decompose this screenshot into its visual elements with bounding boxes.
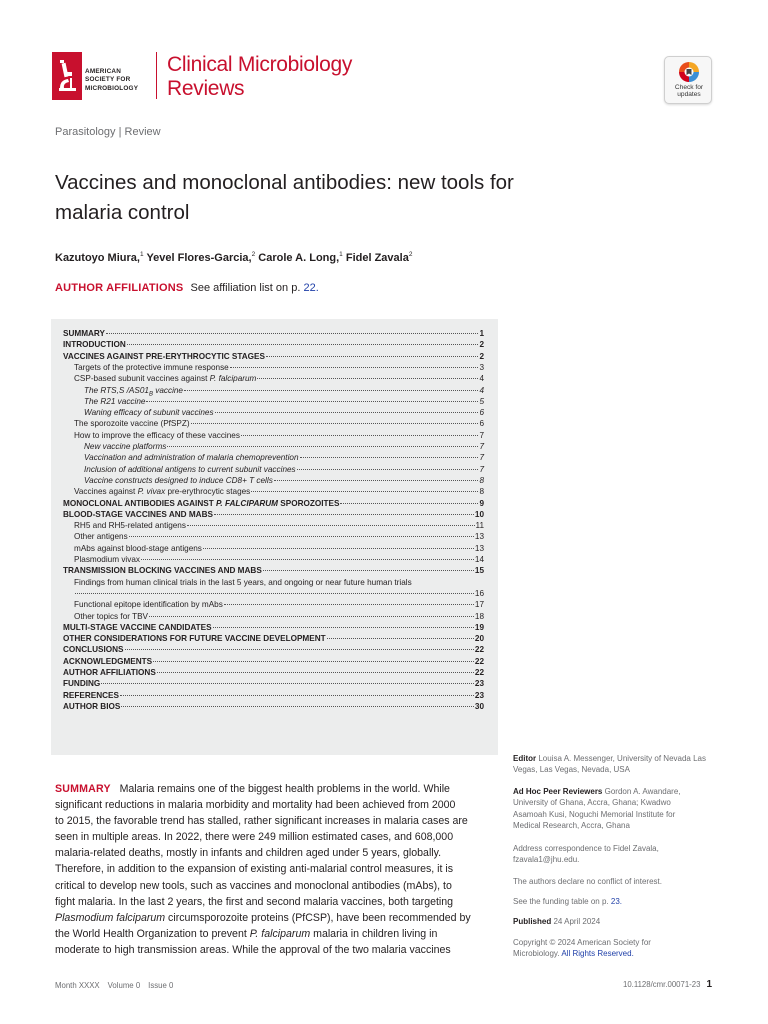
toc-page-number: 1: [479, 329, 484, 338]
author-name: Fidel Zavala: [345, 252, 409, 264]
toc-entry[interactable]: [63, 622, 484, 633]
toc-page-number: 6: [479, 408, 484, 418]
doi-and-page: [623, 979, 712, 990]
toc-leader-dots: [157, 672, 474, 673]
toc-leader-dots: [141, 559, 474, 560]
toc-entry[interactable]: [63, 633, 484, 644]
toc-leader-dots: [191, 423, 479, 424]
toc-entry[interactable]: [84, 396, 484, 407]
toc-page-number: 22: [474, 656, 484, 666]
toc-entry[interactable]: [63, 351, 484, 362]
toc-entry[interactable]: [74, 531, 484, 542]
toc-leader-dots: [251, 491, 478, 492]
toc-entry[interactable]: [74, 486, 484, 497]
toc-page-number: 2: [479, 351, 484, 361]
toc-entry-title: CONCLUSIONS: [63, 645, 124, 655]
toc-page-number: 8: [479, 475, 484, 485]
toc-entry-title: Inclusion of additional antigens to current subunit vaccines: [84, 464, 296, 474]
toc-page-number: 17: [474, 600, 484, 610]
crossmark-icon: [678, 61, 700, 83]
toc-entry[interactable]: [63, 701, 484, 712]
summary-label: SUMMARY: [55, 783, 111, 795]
article-title: Vaccines and monoclonal antibodies: new tools for malaria control: [55, 171, 514, 224]
header-divider: [156, 52, 157, 99]
toc-entry-title: The RTS,S $/AS01_B$ vaccine: [84, 385, 183, 398]
toc-page-number: 20: [474, 634, 484, 644]
toc-leader-dots: [125, 649, 474, 650]
toc-page-number: 22: [474, 645, 484, 655]
toc-page-number: 5: [479, 396, 484, 406]
toc-page-number: 15: [474, 566, 484, 576]
conflict-statement: The authors declare no conflict of interest.: [513, 877, 662, 886]
toc-entry[interactable]: [84, 441, 484, 452]
toc-entry[interactable]: [74, 543, 484, 554]
toc-leader-dots: [129, 536, 474, 537]
toc-entry[interactable]: [63, 328, 484, 339]
toc-entry-title: BLOOD-STAGE VACCINES AND MABS: [63, 509, 213, 519]
author-name: Yevel Flores-Garcia,: [146, 252, 252, 264]
toc-page-number: 11: [475, 521, 484, 531]
author-list: Kazutoyo Miura,$^1$ Yevel Flores-Garcia,$^2$ Carole A. Long,$^1$ Fidel Zavala$^2$: [55, 251, 413, 264]
toc-entry[interactable]: [63, 644, 484, 655]
microscope-logo-icon: [52, 52, 82, 100]
toc-entry[interactable]: [63, 565, 484, 576]
toc-entry-title: MONOCLONAL ANTIBODIES AGAINST P. FALCIPARUM SPOROZOITES: [63, 498, 340, 508]
toc-entry[interactable]: [74, 418, 484, 429]
author-name: Carole A. Long,: [258, 252, 340, 264]
society-name: AMERICAN SOCIETY FOR MICROBIOLOGY: [85, 68, 139, 92]
toc-leader-dots: [297, 469, 479, 470]
toc-entry[interactable]: [84, 475, 484, 486]
toc-leader-dots: [101, 683, 474, 684]
funding-note: See the funding table on p. 23.: [513, 897, 622, 906]
toc-leader-dots: [149, 616, 474, 617]
toc-entry[interactable]: [63, 339, 484, 350]
toc-entry-title: Functional epitope identification by mAbs: [74, 600, 223, 610]
toc-page-number: 7: [479, 453, 484, 463]
toc-page-number: 7: [479, 464, 484, 474]
page-number: 1: [706, 979, 712, 990]
article-category: Parasitology | Review: [55, 126, 161, 138]
toc-leader-dots: [213, 627, 474, 628]
author-affiliations: AUTHOR AFFILIATIONS See affiliation list on p. 22.: [55, 282, 319, 294]
toc-entry[interactable]: [74, 554, 484, 565]
toc-page-number: 14: [474, 555, 484, 564]
toc-page-number: 9: [479, 498, 484, 508]
toc-entry-title: Vaccination and administration of malaria chemoprevention: [84, 453, 299, 463]
summary-paragraph: SUMMARY Malaria remains one of the biggest health problems in the world. While significant reductions in malaria morbidity and mortality had been achieved from 2000 to 2015, the favorable trend has stalled, rather significant increases in malaria cases are seen in multiple areas. In 2022, there were 249 million estimated cases, and 608,000 malaria-related deaths, mostly in infants and children aged under 5 years, globally. Therefore, in addition to the expansion of existing anti-malarial control measures, it is critical to develop new tools, such as vaccines and monoclonal antibodies (mAbs), to fight malaria. In the last 2 years, the first and second malaria vaccines, both targeting Plasmodium falciparum circumsporozoite proteins (PfCSP), have been recommended by the World Health Organization to prevent P. falciparum malaria in children living in moderate to high transmission areas. While the approval of the two malaria vaccines: [55, 783, 471, 956]
toc-page-number: 13: [474, 543, 484, 553]
published-date: Published 24 April 2024: [513, 917, 601, 926]
correspondence-info: Address correspondence to Fidel Zavala, fzavala1@jhu.edu.: [513, 844, 659, 865]
toc-entry[interactable]: [74, 588, 484, 599]
toc-entry[interactable]: [63, 690, 484, 701]
toc-entry-title: The sporozoite vaccine (PfSPZ): [74, 419, 190, 429]
toc-page-number: 10: [474, 509, 484, 519]
toc-entry-title: Other antigens: [74, 532, 128, 542]
toc-page-number: 13: [474, 532, 484, 542]
copyright-info: Copyright © 2024 American Society for Microbiology. All Rights Reserved.: [513, 938, 651, 959]
toc-leader-dots: [266, 356, 478, 357]
toc-entry-title: Other topics for TBV: [74, 611, 149, 621]
toc-entry[interactable]: [63, 678, 484, 689]
toc-entry-title: New vaccine platforms: [84, 442, 167, 451]
toc-entry[interactable]: [74, 520, 484, 531]
toc-entry-title: INTRODUCTION: [63, 340, 126, 350]
toc-entry-title: Vaccine constructs designed to induce CD8+ T cells: [84, 475, 273, 485]
rights-link[interactable]: All Rights Reserved.: [561, 949, 634, 959]
toc-entry[interactable]: [74, 430, 484, 441]
table-of-contents: [51, 319, 498, 755]
toc-leader-dots: [214, 514, 474, 515]
toc-entry[interactable]: [63, 656, 484, 667]
toc-entry-title: AUTHOR AFFILIATIONS: [63, 668, 156, 677]
issue-info: Month XXXX Volume 0 Issue 0: [55, 981, 174, 990]
doi-link[interactable]: 10.1128/cmr.00071-23: [622, 980, 701, 989]
toc-entry-title: MULTI-STAGE VACCINE CANDIDATES: [63, 622, 212, 632]
toc-leader-dots: [75, 593, 474, 594]
toc-entry-title: OTHER CONSIDERATIONS FOR FUTURE VACCINE DEVELOPMENT: [63, 634, 326, 644]
toc-leader-dots: [340, 503, 478, 504]
toc-leader-dots: [146, 401, 478, 402]
toc-leader-dots: [230, 367, 479, 368]
toc-leader-dots: [263, 570, 474, 571]
toc-page-number: 4: [479, 385, 484, 395]
toc-entry[interactable]: [74, 373, 484, 384]
toc-entry[interactable]: [63, 509, 484, 520]
toc-entry[interactable]: [84, 452, 484, 463]
toc-entry-title: FUNDING: [63, 679, 101, 689]
toc-leader-dots: [120, 695, 474, 696]
toc-leader-dots: [257, 378, 478, 379]
check-for-updates-button[interactable]: [664, 56, 712, 104]
toc-entry[interactable]: [84, 385, 484, 396]
toc-page-number: 7: [479, 430, 484, 440]
toc-leader-dots: [327, 638, 474, 639]
toc-leader-dots: [300, 457, 479, 458]
affiliations-label[interactable]: AUTHOR AFFILIATIONS: [55, 282, 184, 294]
toc-entry[interactable]: [84, 407, 484, 418]
toc-entry-title: SUMMARY: [63, 329, 105, 338]
editor-info: Editor Louisa A. Messenger, University of Nevada Las Vegas, Las Vegas, Nevada, USA: [513, 754, 706, 775]
toc-leader-dots: [106, 333, 478, 334]
toc-leader-dots: [224, 604, 474, 605]
toc-entry-title: CSP-based subunit vaccines against P. falciparum: [74, 374, 257, 384]
toc-leader-dots: [153, 661, 474, 662]
journal-title[interactable]: Clinical Microbiology Reviews: [167, 53, 353, 100]
toc-leader-dots: [215, 412, 479, 413]
toc-entry-title: How to improve the efficacy of these vaccines: [74, 430, 240, 440]
toc-entry-title: Plasmodium vivax: [74, 555, 140, 564]
toc-entry-title: ACKNOWLEDGMENTS: [63, 656, 153, 666]
toc-page-number: 3: [479, 362, 484, 372]
toc-leader-dots: [203, 548, 474, 549]
toc-leader-dots: [167, 446, 478, 447]
toc-entry[interactable]: [63, 667, 484, 678]
toc-page-number: 2: [479, 340, 484, 350]
toc-entry-title: REFERENCES: [63, 690, 119, 700]
toc-entry[interactable]: [74, 599, 484, 610]
toc-entry-title: The R21 vaccine: [84, 396, 146, 406]
toc-entry[interactable]: [84, 464, 484, 475]
toc-page-number: 18: [474, 611, 484, 621]
toc-leader-dots: [127, 344, 479, 345]
affiliations-page-link[interactable]: 22.: [303, 282, 319, 294]
toc-page-number: 6: [479, 419, 484, 429]
asm-logo: [52, 52, 156, 102]
toc-leader-dots: [184, 390, 478, 391]
toc-entry-title: mAbs against blood-stage antigens: [74, 543, 202, 553]
toc-leader-dots: [187, 525, 475, 526]
toc-entry-title: Targets of the protective immune response: [74, 362, 229, 372]
toc-entry-title: Vaccines against P. vivax pre-erythrocytic stages: [74, 487, 251, 497]
toc-page-number: 23: [474, 679, 484, 689]
reviewers-info: Ad Hoc Peer Reviewers Gordon A. Awandare, University of Ghana, Accra, Ghana; Kwadwo Asamoah Kusi, Noguchi Memorial Institute for Medical Research, Accra, Ghana: [513, 787, 681, 831]
toc-entry-title: AUTHOR BIOS: [63, 701, 121, 711]
toc-page-number: 19: [474, 622, 484, 632]
toc-leader-dots: [121, 706, 474, 707]
toc-entry-title: TRANSMISSION BLOCKING VACCINES AND MABS: [63, 566, 262, 576]
toc-page-number: 23: [474, 690, 484, 700]
toc-page-number: 30: [474, 701, 484, 711]
check-for-updates-label: Check for updates: [674, 84, 704, 99]
toc-entry-title: Waning efficacy of subunit vaccines: [84, 408, 214, 418]
toc-entry-text[interactable]: Findings from human clinical trials in the last 5 years, and ongoing or near future human trials: [74, 577, 412, 587]
toc-page-number: 7: [479, 442, 484, 451]
toc-leader-dots: [241, 435, 478, 436]
toc-entry[interactable]: [74, 611, 484, 622]
toc-page-number: 4: [479, 374, 484, 384]
funding-page-link[interactable]: 23.: [610, 897, 622, 906]
toc-entry[interactable]: [74, 362, 484, 373]
toc-entry-title: RH5 and RH5-related antigens: [74, 521, 186, 531]
toc-entry-title: VACCINES AGAINST PRE-ERYTHROCYTIC STAGES: [63, 351, 265, 361]
toc-page-number: 22: [474, 668, 484, 677]
toc-entry[interactable]: [63, 498, 484, 509]
toc-leader-dots: [274, 480, 479, 481]
toc-page-number: 8: [479, 487, 484, 497]
author-name: Kazutoyo Miura,: [55, 252, 140, 264]
toc-page-number: 16: [474, 588, 484, 598]
